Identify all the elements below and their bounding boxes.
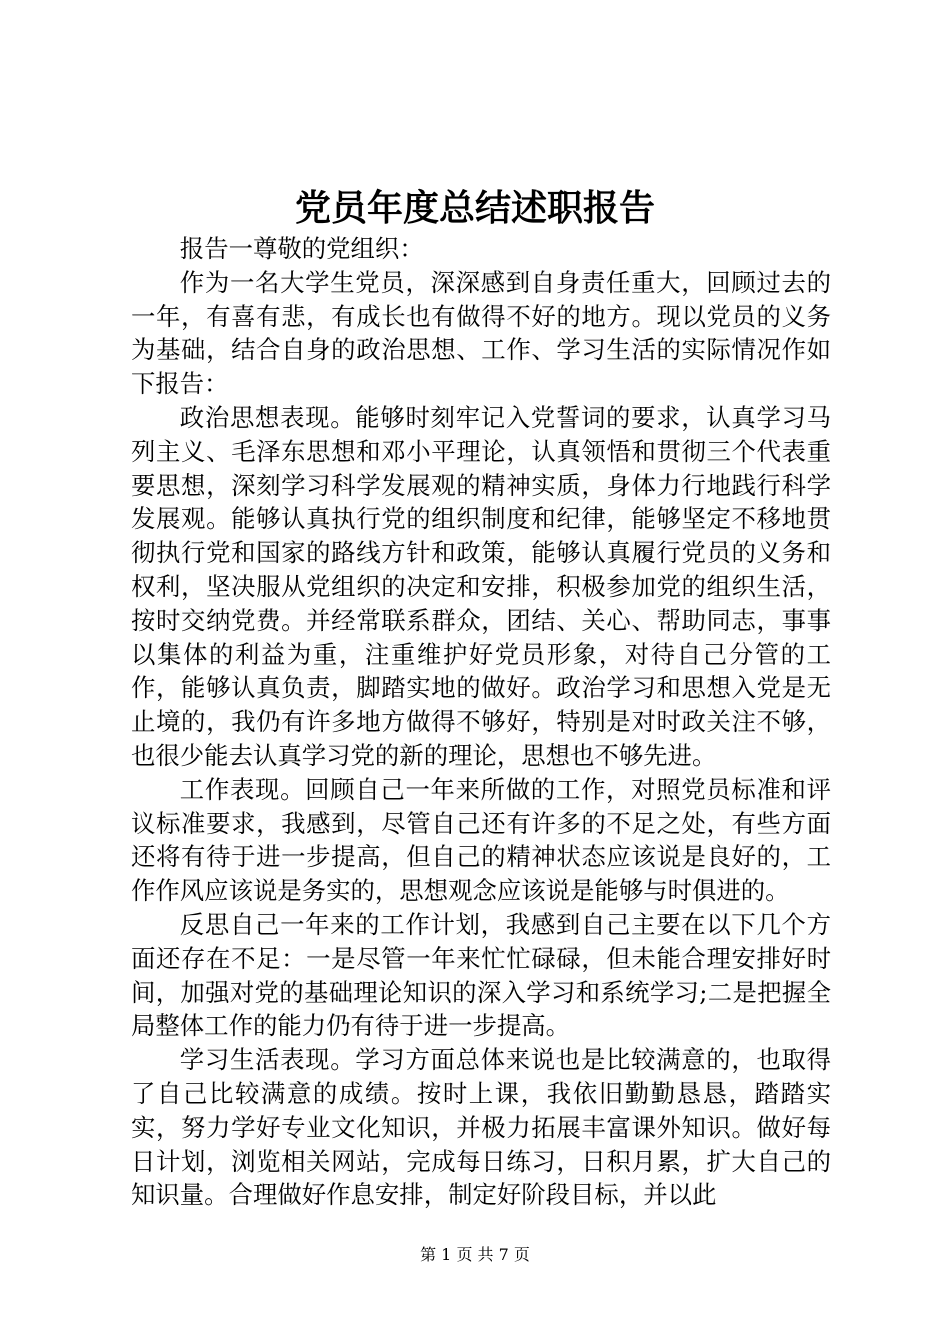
paragraph-study-life: 学习生活表现。学习方面总体来说也是比较满意的，也取得了自己比较满意的成绩。按时上课，我依旧勤勤恳恳，踏踏实实，努力学好专业文化知识，并极力拓展丰富课外知识。做好每日计划，浏览相关网站，完成每日练习，日积月累，扩大自己的知识量。合理做好作息安排，制定好阶段目标，并以此	[131, 1045, 831, 1210]
paragraph-reflection: 反思自己一年来的工作计划，我感到自己主要在以下几个方面还存在不足：一是尽管一年来忙忙碌碌，但未能合理安排好时间，加强对党的基础理论知识的深入学习和系统学习;二是把握全局整体工作的能力仍有待于进一步提高。	[131, 909, 831, 1041]
page-number-footer: 第 1 页 共 7 页	[420, 1245, 530, 1264]
document-title: 党员年度总结述职报告	[294, 187, 655, 229]
paragraph-intro: 作为一名大学生党员，深深感到自身责任重大，回顾过去的一年，有喜有悲，有成长也有做得不好的地方。现以党员的义务为基础，结合自身的政治思想、工作、学习生活的实际情况作如下报告：	[131, 267, 831, 399]
paragraph-political-performance: 政治思想表现。能够时刻牢记入党誓词的要求，认真学习马列主义、毛泽东思想和邓小平理论，认真领悟和贯彻三个代表重要思想，深刻学习科学发展观的精神实质，身体力行地践行科学发展观。能够认真执行党的组织制度和纪律，能够坚定不移地贯彻执行党和国家的路线方针和政策，能够认真履行党员的义务和权利，坚决服从党组织的决定和安排，积极参加党的组织生活，按时交纳党费。并经常联系群众，团结、关心、帮助同志，事事以集体的利益为重，注重维护好党员形象，对待自己分管的工作，能够认真负责，脚踏实地的做好。政治学习和思想入党是无止境的，我仍有许多地方做得不够好，特别是对时政关注不够，也很少能去认真学习党的新的理论，思想也不够先进。	[131, 402, 831, 770]
document-body	[131, 232, 831, 1212]
paragraph-work-performance: 工作表现。回顾自己一年来所做的工作，对照党员标准和评议标准要求，我感到，尽管自己还有许多的不足之处，有些方面还将有待于进一步提高，但自己的精神状态应该说是良好的，工作作风应该说是务实的，思想观念应该说是能够与时俱进的。	[131, 774, 831, 906]
paragraph-salutation: 报告一尊敬的党组织：	[179, 234, 424, 263]
